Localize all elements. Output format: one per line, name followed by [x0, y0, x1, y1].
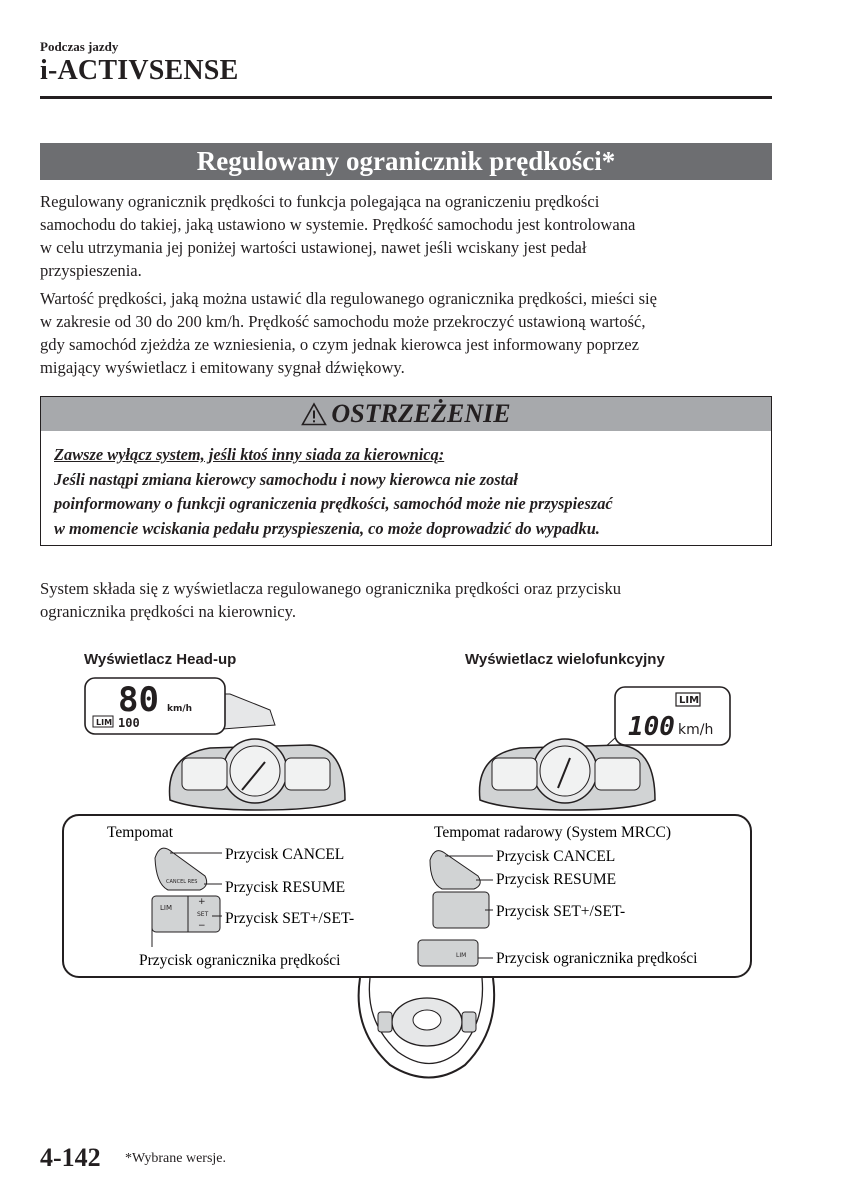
resume-label-left: Przycisk RESUME — [225, 879, 346, 896]
warning-heading: OSTRZEŻENIE — [331, 399, 511, 428]
header-rule — [40, 96, 772, 99]
warning-line: poinformowany o funkcji ograniczenia prędkości, samochód może nie przyspieszać — [54, 494, 613, 513]
setpm-label-left: Przycisk SET+/SET- — [225, 910, 355, 927]
plus-button-text: + — [198, 897, 206, 907]
hud-display — [85, 678, 275, 734]
text-line: przyspieszenia. — [40, 261, 142, 280]
steering-wheel — [359, 978, 495, 1078]
setpm-label-right: Przycisk SET+/SET- — [496, 903, 626, 920]
intro-paragraph-1 — [40, 190, 775, 282]
text-line: samochodu do takiej, jaką ustawiono w systemie. Prędkość samochodu jest kontrolowana — [40, 215, 636, 234]
footnote: *Wybrane wersje. — [125, 1151, 227, 1166]
warning-text — [54, 443, 764, 541]
multi-display-caption: Wyświetlacz wielofunkcyjny — [465, 651, 665, 668]
text-line: ogranicznika prędkości na kierownicy. — [40, 602, 297, 621]
cancel-label-right: Przycisk CANCEL — [496, 848, 616, 865]
right-lim-button-text: LIM — [456, 952, 467, 959]
system-paragraph — [40, 577, 775, 623]
limiter-label-left: Przycisk ogranicznika prędkości — [139, 952, 341, 969]
text-line: gdy samochód zjeżdża ze wzniesienia, o czym jednak kierowca jest informowany poprzez — [40, 335, 639, 354]
resume-label-right: Przycisk RESUME — [496, 871, 617, 888]
mrcc-label: Tempomat radarowy (System MRCC) — [434, 824, 671, 841]
text-line: w zakresie od 30 do 200 km/h. Prędkość samochodu może przekroczyć ustawioną wartość, — [40, 312, 646, 331]
warning-underlined: Zawsze wyłącz system, jeśli ktoś inny siada za kierownicą: — [54, 445, 445, 464]
section-title: Regulowany ogranicznik prędkości* — [40, 143, 772, 180]
multi-speed: 100 — [628, 712, 675, 742]
warning-line: w momencie wciskania pedału przyspieszenia, co może doprowadzić do wypadku. — [54, 518, 600, 538]
hud-unit: km/h — [167, 704, 193, 714]
text-line: Wartość prędkości, jaką można ustawić dla regulowanego ogranicznika prędkości, mieści się — [40, 289, 658, 308]
section-label: Podczas jazdy — [40, 39, 119, 54]
hud-set-value: 100 — [118, 716, 140, 730]
chapter-title: i-ACTIVSENSE — [40, 55, 239, 86]
minus-button-text: − — [198, 921, 206, 931]
limiter-diagram — [60, 670, 760, 1110]
instrument-cluster-left — [170, 739, 346, 810]
multi-unit: km/h — [678, 722, 714, 738]
multi-lim-badge: LIM — [679, 695, 700, 706]
warning-line: Jeśli nastąpi zmiana kierowcy samochodu i nowy kierowca nie został — [54, 469, 518, 489]
hud-speed: 80 — [118, 680, 159, 720]
page-number: 4-142 — [40, 1143, 101, 1172]
instrument-cluster-right — [480, 739, 656, 810]
limiter-label-right: Przycisk ogranicznika prędkości — [496, 950, 698, 967]
hud-lim-badge: LIM — [96, 718, 113, 727]
intro-paragraph-2 — [40, 287, 775, 379]
warning-triangle-icon — [301, 402, 327, 426]
text-line: w celu utrzymania jej poniżej wartości ustawionej, nawet jeśli wciskany jest pedał — [40, 238, 587, 257]
lim-button-text: LIM — [160, 904, 173, 912]
cancel-label-left: Przycisk CANCEL — [225, 846, 345, 863]
tempomat-label: Tempomat — [107, 824, 174, 841]
warning-header — [41, 397, 771, 431]
text-line: System składa się z wyświetlacza regulowanego ogranicznika prędkości oraz przycisku — [40, 579, 622, 598]
warning-box — [40, 396, 772, 546]
cancel-res-button-text: CANCEL RES — [166, 879, 198, 885]
set-button-text: SET — [197, 911, 209, 918]
text-line: migający wyświetlacz i emitowany sygnał dźwiękowy. — [40, 358, 405, 377]
text-line: Regulowany ogranicznik prędkości to funkcja polegająca na ograniczeniu prędkości — [40, 192, 600, 211]
hud-caption: Wyświetlacz Head-up — [84, 651, 237, 668]
